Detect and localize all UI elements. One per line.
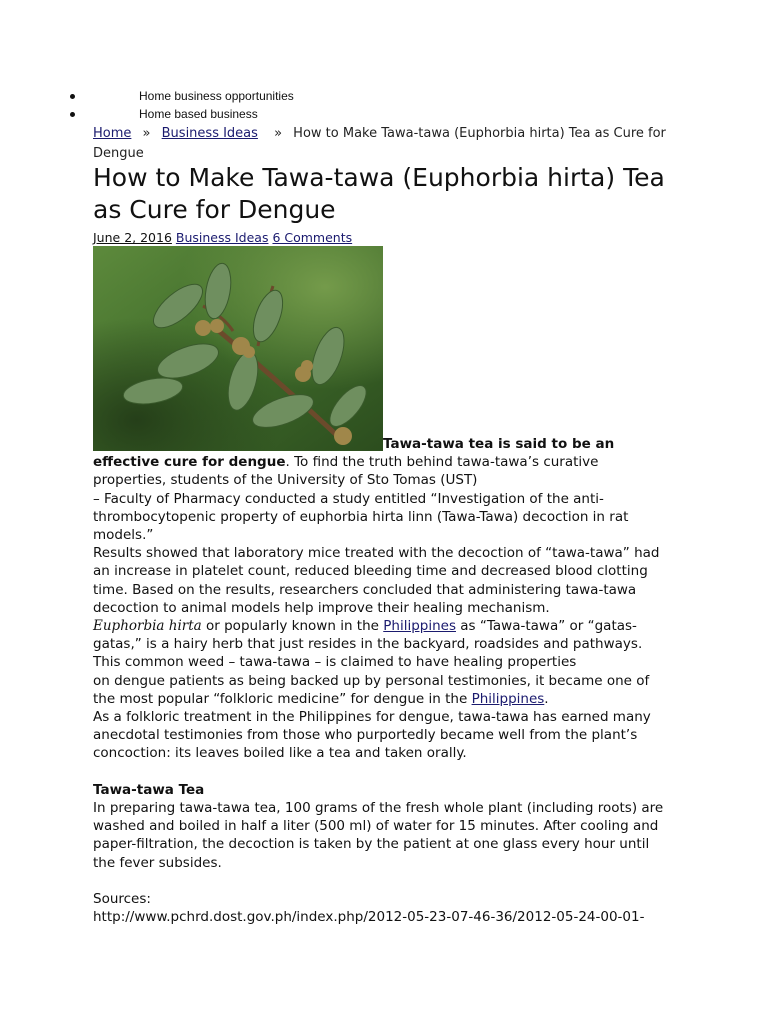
nav-item-label[interactable]: Home business opportunities <box>139 89 294 103</box>
post-date: June 2, 2016 <box>93 230 172 245</box>
sources-label: Sources: <box>93 891 151 908</box>
paragraph-euphorbia <box>93 617 673 653</box>
nav-item-home-business-opportunities[interactable] <box>62 87 294 105</box>
euphorbia-hirta-photo <box>93 246 383 451</box>
post-meta <box>93 230 352 246</box>
scientific-name: Euphorbia hirta <box>93 618 202 635</box>
paragraph-study: – Faculty of Pharmacy conducted a study entitled “Investigation of the anti-thrombocytopenic property of euphorbia hirta linn (Tawa-Tawa) decoction in rat models.” <box>93 490 629 544</box>
paragraph-results: Results showed that laboratory mice treated with the decoction of “tawa-tawa” had an increase in platelet count, reduced bleeding time and decreased blood clotting time. Based on the results, researchers concluded that administering tawa-tawa decoction to animal models help improve their healing mechanism. <box>93 545 660 616</box>
paragraph-text: as “Tawa-tawa” or “gatas-gatas,” is a hairy herb that just resides in the backyard, roadsides and pathways. <box>93 618 643 653</box>
lead-text: . To find the truth behind tawa-tawa’s curative properties, students of the University of Sto Tomas (UST) <box>93 454 599 489</box>
article-body <box>93 435 673 926</box>
paragraph-weed-line-1: This common weed – tawa-tawa – is claimed to have healing properties <box>93 654 577 671</box>
section-heading: Tawa-tawa Tea <box>93 781 205 798</box>
top-nav-list <box>62 87 294 123</box>
bullet-icon <box>70 94 75 99</box>
post-comments-link[interactable]: 6 Comments <box>272 230 353 245</box>
breadcrumb-category-link[interactable]: Business Ideas <box>161 126 258 141</box>
plant-image <box>93 246 383 451</box>
breadcrumb-home-link[interactable]: Home <box>93 126 132 141</box>
paragraph-text: or popularly known in the <box>201 618 384 635</box>
spacer <box>93 872 673 890</box>
lead-paragraph-line-1 <box>93 435 673 453</box>
spacer <box>93 763 673 781</box>
paragraph-weed <box>93 672 673 708</box>
breadcrumb <box>93 124 673 164</box>
breadcrumb-separator: » <box>274 126 283 141</box>
breadcrumb-current: How to Make Tawa-tawa (Euphorbia hirta) Tea as Cure for Dengue <box>93 126 666 161</box>
philippines-link[interactable]: Philippines <box>471 690 545 707</box>
sources-url[interactable]: http://www.pchrd.dost.gov.ph/index.php/2012-05-23-07-46-36/2012-05-24-00-01- <box>93 909 645 926</box>
post-category-link[interactable]: Business Ideas <box>175 230 269 245</box>
paragraph-text: on dengue patients as being backed up by personal testimonies, it became one of the most popular “folkloric medicine” for dengue in the <box>93 672 650 707</box>
lead-bold-text: Tawa-tawa tea is said to be an <box>383 436 615 452</box>
nav-item-label[interactable]: Home based business <box>139 107 258 121</box>
page-title: How to Make Tawa-tawa (Euphorbia hirta) Tea as Cure for Dengue <box>93 163 665 224</box>
lead-paragraph <box>93 453 673 489</box>
nav-item-home-based-business[interactable] <box>62 105 294 123</box>
bullet-icon <box>70 112 75 117</box>
paragraph-text: . <box>544 690 549 707</box>
philippines-link[interactable]: Philippines <box>383 618 456 635</box>
paragraph-preparation: In preparing tawa-tawa tea, 100 grams of the fresh whole plant (including roots) are washed and boiled in half a liter (500 ml) of water for 15 minutes. After cooling and paper-filtration, the decoction is taken by the patient at one glass every hour until the fever subsides. <box>93 800 664 871</box>
lead-bold-text: effective cure for dengue <box>93 454 286 471</box>
breadcrumb-separator: » <box>142 126 151 141</box>
paragraph-folkloric: As a folkloric treatment in the Philippines for dengue, tawa-tawa has earned many anecdotal testimonies from those who purportedly became well from the plant’s concoction: its leaves boiled like a tea and taken orally. <box>93 709 651 762</box>
